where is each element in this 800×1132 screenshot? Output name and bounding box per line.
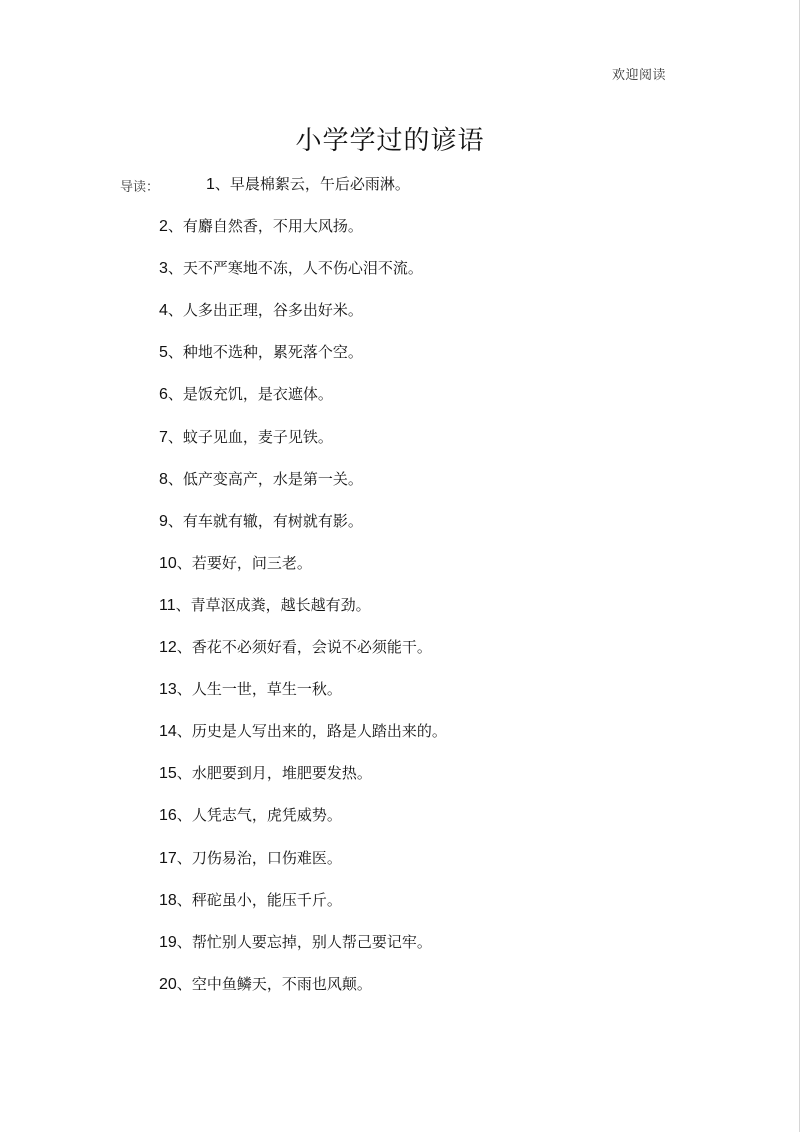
proverb-text: 历史是人写出来的，路是人踏出来的。 xyxy=(191,722,447,740)
proverb-separator: 、 xyxy=(176,806,192,824)
proverb-number: 7 xyxy=(159,429,168,446)
proverb-text: 香花不必须好看，会说不必须能干。 xyxy=(191,638,432,656)
lead-label: 导读： xyxy=(120,180,160,195)
proverb-text: 低产变高产，水是第一关。 xyxy=(182,470,363,488)
proverb-number: 9 xyxy=(159,513,168,530)
proverb-number: 12 xyxy=(159,639,177,656)
proverb-text: 人凭志气，虎凭威势。 xyxy=(191,806,342,824)
proverb-text: 有麝自然香，不用大风扬。 xyxy=(182,217,363,235)
proverb-text: 早晨棉絮云，午后必雨淋。 xyxy=(229,175,410,193)
proverb-separator: 、 xyxy=(176,849,192,867)
proverb-item xyxy=(159,258,423,279)
proverb-item xyxy=(159,848,342,869)
page-title: 小学学过的谚语 xyxy=(295,126,485,156)
proverb-number: 6 xyxy=(159,386,168,403)
proverb-item xyxy=(159,890,342,911)
proverb-text: 秤砣虽小，能压千斤。 xyxy=(191,891,342,909)
proverb-separator: 、 xyxy=(167,343,183,361)
proverb-number: 4 xyxy=(159,302,168,319)
proverb-number: 16 xyxy=(159,807,177,824)
proverb-text: 若要好，问三老。 xyxy=(191,554,312,572)
proverb-number: 2 xyxy=(159,218,168,235)
proverb-text: 人多出正理，谷多出好米。 xyxy=(182,301,363,319)
proverb-separator: 、 xyxy=(214,175,230,193)
proverb-number: 17 xyxy=(159,850,177,867)
proverb-number: 10 xyxy=(159,555,177,572)
proverb-number: 15 xyxy=(159,765,177,782)
proverb-separator: 、 xyxy=(176,638,192,656)
header-note: 欢迎阅读 xyxy=(612,68,667,83)
proverb-number: 3 xyxy=(159,260,168,277)
proverb-item xyxy=(206,174,410,195)
proverb-text: 蚊子见血，麦子见铁。 xyxy=(182,428,333,446)
proverb-separator: 、 xyxy=(167,512,183,530)
proverb-text: 人生一世，草生一秋。 xyxy=(191,680,342,698)
proverb-number: 11 xyxy=(159,597,176,614)
proverb-text: 是饭充饥，是衣遮体。 xyxy=(182,385,333,403)
proverb-item xyxy=(159,384,333,405)
proverb-text: 帮忙别人要忘掉，别人帮己要记牢。 xyxy=(191,933,432,951)
proverb-number: 1 xyxy=(206,176,215,193)
proverb-text: 刀伤易治，口伤难医。 xyxy=(191,849,342,867)
proverb-item xyxy=(159,300,363,321)
proverb-separator: 、 xyxy=(167,428,183,446)
proverb-separator: 、 xyxy=(167,385,183,403)
proverb-number: 5 xyxy=(159,344,168,361)
proverb-item xyxy=(159,679,342,700)
proverb-item xyxy=(159,511,363,532)
proverb-text: 青草沤成粪，越长越有劲。 xyxy=(190,596,371,614)
proverb-item xyxy=(159,974,372,995)
proverb-item xyxy=(159,216,363,237)
proverb-separator: 、 xyxy=(167,301,183,319)
proverb-text: 种地不选种，累死落个空。 xyxy=(182,343,363,361)
proverb-item xyxy=(159,805,342,826)
proverb-text: 空中鱼鳞天，不雨也风颠。 xyxy=(191,975,372,993)
proverb-number: 20 xyxy=(159,976,177,993)
proverb-number: 19 xyxy=(159,934,177,951)
proverb-item xyxy=(159,342,363,363)
proverb-item xyxy=(159,637,432,658)
proverb-number: 14 xyxy=(159,723,177,740)
proverb-separator: 、 xyxy=(176,722,192,740)
proverb-item xyxy=(159,553,312,574)
proverb-separator: 、 xyxy=(176,933,192,951)
proverb-item xyxy=(159,595,371,616)
proverb-item xyxy=(159,721,447,742)
proverb-separator: 、 xyxy=(167,470,183,488)
proverb-number: 13 xyxy=(159,681,177,698)
proverb-separator: 、 xyxy=(176,680,192,698)
proverb-item xyxy=(159,469,363,490)
proverb-number: 18 xyxy=(159,892,177,909)
proverb-text: 水肥要到月，堆肥要发热。 xyxy=(191,764,372,782)
proverb-separator: 、 xyxy=(176,554,192,572)
proverb-text: 天不严寒地不冻，人不伤心泪不流。 xyxy=(182,259,423,277)
proverb-separator: 、 xyxy=(176,891,192,909)
proverb-text: 有车就有辙，有树就有影。 xyxy=(182,512,363,530)
proverb-separator: 、 xyxy=(167,259,183,277)
proverb-number: 8 xyxy=(159,471,168,488)
proverb-item xyxy=(159,932,432,953)
proverb-item xyxy=(159,427,333,448)
proverb-separator: 、 xyxy=(175,596,191,614)
proverb-item xyxy=(159,763,372,784)
proverb-separator: 、 xyxy=(176,975,192,993)
proverb-separator: 、 xyxy=(167,217,183,235)
proverb-separator: 、 xyxy=(176,764,192,782)
